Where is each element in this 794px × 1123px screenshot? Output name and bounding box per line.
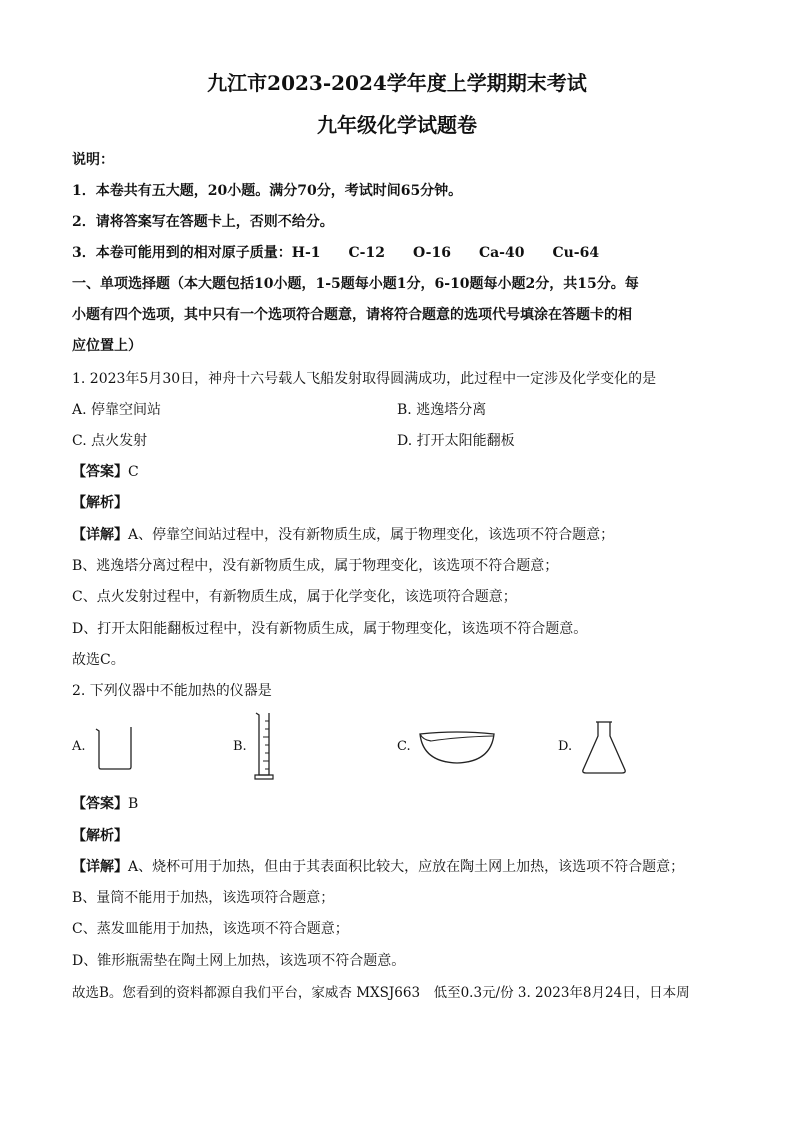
q1-option-d: D. 打开太阳能翻板 bbox=[397, 433, 515, 449]
q1-detail-line: D、打开太阳能翻板过程中，没有新物质生成，属于物理变化，该选项不符合题意。 bbox=[72, 621, 588, 637]
q1-detail-line bbox=[72, 526, 614, 544]
q2-option-b-label: B. bbox=[233, 739, 247, 754]
question-1-stem: 1. 2023年5月30日，神舟十六号载人飞船发射取得圆满成功，此过程中一定涉及化学变化的是 bbox=[72, 371, 657, 387]
q2-detail-line: D、锥形瓶需垫在陶土网上加热，该选项不符合题意。 bbox=[72, 953, 406, 969]
q1-option-c: C. 点火发射 bbox=[72, 433, 148, 449]
q1-answer bbox=[72, 463, 139, 481]
beaker-icon bbox=[94, 725, 136, 771]
question-2-stem: 2. 下列仪器中不能加热的仪器是 bbox=[72, 683, 272, 699]
q2-option-d-label: D. bbox=[558, 739, 573, 754]
graduated-cylinder-icon bbox=[252, 711, 276, 781]
q2-analysis-tag: 【解析】 bbox=[72, 828, 128, 844]
q2-conclusion: 故选B。您看到的资料都源自我们平台，家威杏 MXSJ663 低至0.3元/份 3. 2023年8月24日，日本周 bbox=[72, 985, 690, 1001]
instruction-item: 2．请将答案写在答题卡上，否则不给分。 bbox=[72, 214, 334, 230]
answer-value: C bbox=[128, 464, 139, 480]
section-heading-line: 一、单项选择题（本大题包括10小题，1-5题每小题1分，6-10题每小题2分，共15分。每 bbox=[72, 276, 639, 292]
q1-option-b: B. 逃逸塔分离 bbox=[397, 402, 487, 418]
detail-tag: 【详解】 bbox=[72, 527, 128, 543]
section-heading-line: 小题有四个选项，其中只有一个选项符合题意，请将符合题意的选项代号填涂在答题卡的相 bbox=[72, 307, 632, 323]
q1-detail-line: C、点火发射过程中，有新物质生成，属于化学变化，该选项符合题意； bbox=[72, 589, 517, 605]
q2-option-a-label: A. bbox=[72, 739, 86, 754]
instructions-heading: 说明： bbox=[72, 152, 114, 168]
detail-text: A、停靠空间站过程中，没有新物质生成，属于物理变化，该选项不符合题意； bbox=[128, 527, 615, 543]
q1-detail-line: B、逃逸塔分离过程中，没有新物质生成，属于物理变化，该选项不符合题意； bbox=[72, 558, 559, 574]
exam-title: 九江市2023-2024学年度上学期期末考试 bbox=[207, 71, 587, 95]
conical-flask-icon bbox=[580, 720, 628, 776]
section-heading-line: 应位置上） bbox=[72, 338, 142, 354]
evaporating-dish-icon bbox=[417, 728, 497, 766]
instruction-item: 3．本卷可能用到的相对原子质量：H-1 C-12 O-16 Ca-40 Cu-64 bbox=[72, 245, 600, 261]
answer-tag: 【答案】 bbox=[72, 464, 128, 480]
exam-subtitle: 九年级化学试题卷 bbox=[317, 113, 477, 137]
q2-detail-line: B、量筒不能用于加热，该选项符合题意； bbox=[72, 890, 335, 906]
q2-option-c-label: C. bbox=[397, 739, 411, 754]
q2-detail-line bbox=[72, 858, 684, 876]
detail-tag: 【详解】 bbox=[72, 859, 128, 875]
answer-value: B bbox=[128, 796, 139, 812]
q2-detail-line: C、蒸发皿能用于加热，该选项不符合题意； bbox=[72, 921, 349, 937]
instruction-item: 1．本卷共有五大题，20小题。满分70分，考试时间65分钟。 bbox=[72, 183, 463, 199]
detail-text: A、烧杯可用于加热，但由于其表面积比较大，应放在陶土网上加热，该选项不符合题意； bbox=[128, 859, 685, 875]
q1-conclusion: 故选C。 bbox=[72, 652, 125, 668]
answer-tag: 【答案】 bbox=[72, 796, 128, 812]
q1-option-a: A. 停靠空间站 bbox=[72, 402, 162, 418]
q1-analysis-tag: 【解析】 bbox=[72, 495, 128, 511]
q2-answer bbox=[72, 795, 138, 813]
